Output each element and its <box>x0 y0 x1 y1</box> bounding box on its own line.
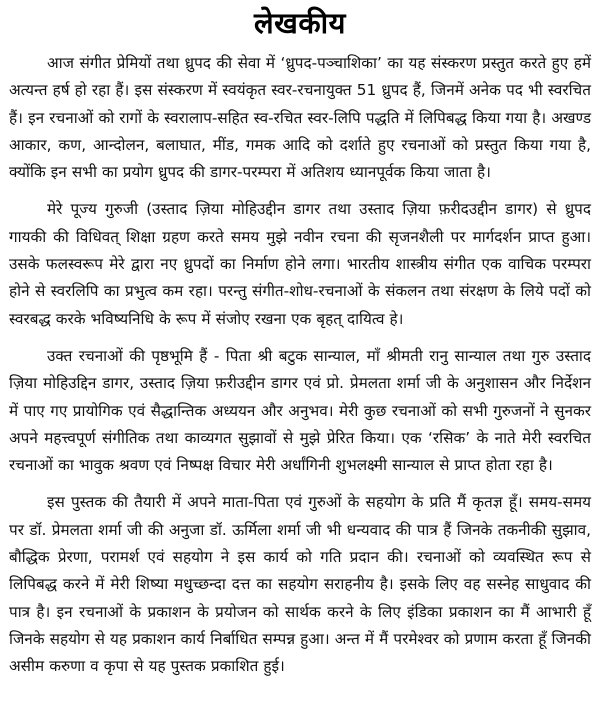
paragraph-introduction: आज संगीत प्रेमियों तथा ध्रुपद की सेवा में ‘ध्रुपद-पञ्चाशिका’ का यह संस्करण प्रस्तुत करते हुए हमें अत्यन्त हर्ष हो रहा हैं। इस संस्करण में स्वयंकृत स्वर-रचनायुक्त 51 ध्रुपद हैं, जिनमें अनेक पद भी स्वरचित हैं। इन रचनाओं को रागों के स्वरालाप-सहित स्व-रचित स्वर-लिपि पद्धति में लिपिबद्ध किया गया है। अखण्ड आकार, कण, आन्दोलन, बलाघात, मींड, गमक आदि को दर्शाते हुए रचनाओं को प्रस्तुत किया गया है, क्योंकि इन सभी का प्रयोग ध्रुपद की डागर-परम्परा में अतिशय ध्यानपूर्वक किया जाता है। <box>9 54 591 182</box>
paragraph-acknowledgements: इस पुस्तक की तैयारी में अपने माता-पिता एवं गुरुओं के सहयोग के प्रति मैं कृतज्ञ हूँ। समय-समय पर डॉ. प्रेमलता शर्मा जी की अनुजा डॉ. ऊर्मिला शर्मा जी भी धन्यवाद की पात्र हैं जिनके तकनीकी सुझाव, बौद्धिक प्रेरणा, परामर्श एवं सहयोग ने इस कार्य को गति प्रदान की। रचनाओं को व्यवस्थित रूप से लिपिबद्ध करने में मेरी शिष्या मधुच्छन्दा दत्त का सहयोग सराहनीय है। इसके लिए वह सस्नेह साधुवाद की पात्र है। इन रचनाओं के प्रकाशन के प्रयोजन को सार्थक करने के लिए इंडिका प्रकाशन का मैं आभारी हूँ जिनके सहयोग से यह प्रकाशन कार्य निर्बाधित सम्पन्न हुआ। अन्त में मैं परमेश्वर को प्रणाम करता हूँ जिनकी असीम करुणा व कृपा से यह पुस्तक प्रकाशित हुई। <box>9 493 591 676</box>
page-title: लेखकीय <box>254 6 346 40</box>
paragraph-guru-guidance: मेरे पूज्य गुरुजी (उस्ताद ज़िया मोहिउद्दीन डागर तथा उस्ताद ज़िया फ़रीदउद्दीन डागर) से ध्रुपद गायकी की विधिवत् शिक्षा ग्रहण करते समय मुझे नवीन रचना की सृजनशैली पर मार्गदर्शन प्राप्त हुआ। उसके फलस्वरूप मेरे द्वारा नए ध्रुपदों का निर्माण होने लगा। भारतीय शास्त्रीय संगीत एक वाचिक परम्परा होने से स्वरलिपि का प्रभुत्व कम रहा। परन्तु संगीत-शोध-रचनाओं के संकलन तथा संरक्षण के लिये पदों को स्वरबद्ध करके भविष्यनिधि के रूप में संजोए रखना एक बृहत् दायित्व हे। <box>9 200 591 328</box>
paragraph-background: उक्त रचनाओं की पृष्ठभूमि हैं - पिता श्री बटुक सान्याल, माँ श्रीमती रानु सान्याल तथा गुरु उस्ताद ज़िया मोहिउद्दिन डागर, उस्ताद ज़िया फ़रीउद्दीन डागर एवं प्रो. प्रेमलता शर्मा जी के अनुशासन और निर्देशन में पाए गए प्रायोगिक एवं सैद्धान्तिक अध्ययन और अनुभव। मेरी कुछ रचनाओं को सभी गुरुजनों ने सुनकर अपने महत्त्वपूर्ण संगीतिक तथा काव्यगत सुझावों से मुझे प्रेरित किया। एक ‘रसिक’ के नाते मेरी स्वरचित रचनाओं का भावुक श्रवण एवं निष्पक्ष विचार मेरी अर्धांगिनी शुभलक्ष्मी सान्याल से प्राप्त होता रहा है। <box>9 346 591 475</box>
